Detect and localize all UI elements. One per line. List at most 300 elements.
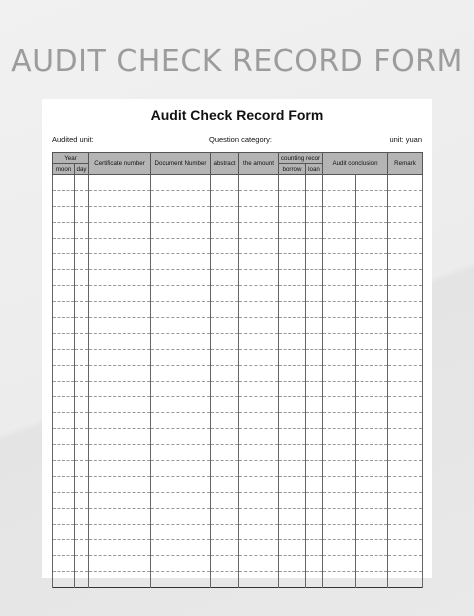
- table-row: [53, 318, 423, 334]
- table-cell[interactable]: [388, 556, 423, 572]
- table-cell[interactable]: [89, 413, 151, 429]
- table-cell[interactable]: [356, 349, 388, 365]
- table-cell[interactable]: [323, 540, 356, 556]
- table-cell[interactable]: [306, 540, 323, 556]
- table-cell[interactable]: [279, 461, 306, 477]
- table-cell[interactable]: [388, 270, 423, 286]
- table-cell[interactable]: [211, 206, 239, 222]
- table-cell[interactable]: [211, 524, 239, 540]
- table-cell[interactable]: [306, 333, 323, 349]
- table-row: [53, 492, 423, 508]
- table-cell[interactable]: [239, 254, 279, 270]
- table-cell[interactable]: [306, 492, 323, 508]
- table-cell[interactable]: [89, 461, 151, 477]
- table-cell[interactable]: [279, 349, 306, 365]
- table-cell[interactable]: [239, 349, 279, 365]
- table-cell[interactable]: [323, 175, 356, 191]
- table-cell[interactable]: [279, 286, 306, 302]
- table-cell[interactable]: [211, 461, 239, 477]
- table-cell[interactable]: [279, 381, 306, 397]
- table-cell[interactable]: [53, 333, 75, 349]
- table-cell[interactable]: [151, 349, 211, 365]
- table-cell[interactable]: [151, 524, 211, 540]
- table-cell[interactable]: [388, 492, 423, 508]
- table-cell[interactable]: [211, 381, 239, 397]
- table-cell[interactable]: [53, 397, 75, 413]
- table-cell[interactable]: [279, 397, 306, 413]
- table-cell[interactable]: [356, 254, 388, 270]
- table-cell[interactable]: [211, 397, 239, 413]
- table-cell[interactable]: [211, 540, 239, 556]
- table-cell[interactable]: [75, 206, 89, 222]
- table-cell[interactable]: [89, 254, 151, 270]
- table-cell[interactable]: [388, 508, 423, 524]
- table-cell[interactable]: [306, 572, 323, 588]
- table-cell[interactable]: [75, 572, 89, 588]
- table-cell[interactable]: [323, 365, 356, 381]
- table-cell[interactable]: [323, 286, 356, 302]
- table-cell[interactable]: [53, 238, 75, 254]
- table-cell[interactable]: [356, 333, 388, 349]
- table-cell[interactable]: [356, 318, 388, 334]
- table-cell[interactable]: [279, 540, 306, 556]
- table-cell[interactable]: [306, 286, 323, 302]
- table-cell[interactable]: [75, 270, 89, 286]
- table-cell[interactable]: [388, 302, 423, 318]
- table-cell[interactable]: [239, 270, 279, 286]
- table-cell[interactable]: [388, 190, 423, 206]
- table-cell[interactable]: [151, 270, 211, 286]
- table-cell[interactable]: [356, 429, 388, 445]
- table-cell[interactable]: [151, 492, 211, 508]
- table-cell[interactable]: [53, 270, 75, 286]
- table-cell[interactable]: [306, 365, 323, 381]
- table-cell[interactable]: [306, 302, 323, 318]
- table-cell[interactable]: [75, 381, 89, 397]
- table-cell[interactable]: [211, 365, 239, 381]
- table-cell[interactable]: [89, 476, 151, 492]
- table-cell[interactable]: [89, 445, 151, 461]
- table-cell[interactable]: [279, 270, 306, 286]
- table-cell[interactable]: [388, 238, 423, 254]
- table-cell[interactable]: [53, 524, 75, 540]
- table-cell[interactable]: [211, 333, 239, 349]
- table-cell[interactable]: [239, 302, 279, 318]
- table-cell[interactable]: [388, 318, 423, 334]
- table-cell[interactable]: [388, 572, 423, 588]
- table-cell[interactable]: [151, 476, 211, 492]
- header-counting-record: counting recor: [279, 153, 323, 164]
- table-cell[interactable]: [53, 190, 75, 206]
- table-cell[interactable]: [75, 286, 89, 302]
- table-cell[interactable]: [75, 333, 89, 349]
- table-cell[interactable]: [75, 254, 89, 270]
- table-cell[interactable]: [211, 556, 239, 572]
- table-cell[interactable]: [239, 508, 279, 524]
- table-cell[interactable]: [279, 365, 306, 381]
- table-cell[interactable]: [75, 540, 89, 556]
- table-cell[interactable]: [53, 254, 75, 270]
- table-cell[interactable]: [306, 175, 323, 191]
- table-cell[interactable]: [279, 492, 306, 508]
- table-cell[interactable]: [279, 175, 306, 191]
- table-cell[interactable]: [151, 556, 211, 572]
- table-cell[interactable]: [53, 492, 75, 508]
- table-cell[interactable]: [53, 413, 75, 429]
- table-cell[interactable]: [239, 318, 279, 334]
- table-cell[interactable]: [75, 445, 89, 461]
- table-cell[interactable]: [323, 476, 356, 492]
- table-cell[interactable]: [89, 508, 151, 524]
- table-cell[interactable]: [323, 508, 356, 524]
- table-cell[interactable]: [211, 175, 239, 191]
- table-cell[interactable]: [356, 175, 388, 191]
- question-category-label: Question category:: [209, 135, 272, 144]
- table-cell[interactable]: [75, 318, 89, 334]
- table-cell[interactable]: [89, 540, 151, 556]
- table-cell[interactable]: [239, 413, 279, 429]
- table-cell[interactable]: [356, 461, 388, 477]
- table-cell[interactable]: [75, 508, 89, 524]
- table-cell[interactable]: [388, 461, 423, 477]
- table-cell[interactable]: [323, 206, 356, 222]
- table-cell[interactable]: [323, 429, 356, 445]
- table-cell[interactable]: [53, 572, 75, 588]
- table-cell[interactable]: [306, 238, 323, 254]
- table-cell[interactable]: [323, 397, 356, 413]
- table-cell[interactable]: [306, 476, 323, 492]
- table-cell[interactable]: [151, 286, 211, 302]
- table-cell[interactable]: [306, 222, 323, 238]
- table-cell[interactable]: [388, 333, 423, 349]
- table-cell[interactable]: [75, 413, 89, 429]
- table-cell[interactable]: [356, 365, 388, 381]
- table-cell[interactable]: [151, 508, 211, 524]
- table-cell[interactable]: [211, 270, 239, 286]
- table-cell[interactable]: [211, 318, 239, 334]
- table-cell[interactable]: [306, 413, 323, 429]
- table-cell[interactable]: [388, 476, 423, 492]
- table-cell[interactable]: [239, 365, 279, 381]
- table-cell[interactable]: [75, 365, 89, 381]
- table-cell[interactable]: [53, 365, 75, 381]
- table-cell[interactable]: [279, 429, 306, 445]
- table-cell[interactable]: [356, 397, 388, 413]
- table-cell[interactable]: [279, 238, 306, 254]
- table-cell[interactable]: [89, 175, 151, 191]
- table-cell[interactable]: [75, 222, 89, 238]
- table-cell[interactable]: [53, 381, 75, 397]
- header-document-number: Document Number: [151, 153, 211, 175]
- table-cell[interactable]: [356, 445, 388, 461]
- table-cell[interactable]: [53, 175, 75, 191]
- table-cell[interactable]: [239, 206, 279, 222]
- table-cell[interactable]: [306, 556, 323, 572]
- table-cell[interactable]: [151, 445, 211, 461]
- table-cell[interactable]: [151, 365, 211, 381]
- table-cell[interactable]: [323, 333, 356, 349]
- table-cell[interactable]: [356, 476, 388, 492]
- table-cell[interactable]: [356, 270, 388, 286]
- table-cell[interactable]: [89, 286, 151, 302]
- table-cell[interactable]: [239, 556, 279, 572]
- table-cell[interactable]: [306, 397, 323, 413]
- table-cell[interactable]: [239, 429, 279, 445]
- table-cell[interactable]: [89, 302, 151, 318]
- table-cell[interactable]: [211, 302, 239, 318]
- table-cell[interactable]: [53, 206, 75, 222]
- table-cell[interactable]: [53, 318, 75, 334]
- table-cell[interactable]: [151, 222, 211, 238]
- table-cell[interactable]: [75, 461, 89, 477]
- table-cell[interactable]: [75, 397, 89, 413]
- table-cell[interactable]: [279, 445, 306, 461]
- table-cell[interactable]: [306, 190, 323, 206]
- table-row: [53, 254, 423, 270]
- table-cell[interactable]: [323, 381, 356, 397]
- table-cell[interactable]: [151, 381, 211, 397]
- table-cell[interactable]: [75, 302, 89, 318]
- table-cell[interactable]: [75, 476, 89, 492]
- table-row: [53, 302, 423, 318]
- table-cell[interactable]: [151, 413, 211, 429]
- table-cell[interactable]: [75, 175, 89, 191]
- table-cell[interactable]: [53, 222, 75, 238]
- table-cell[interactable]: [239, 476, 279, 492]
- table-cell[interactable]: [279, 476, 306, 492]
- table-cell[interactable]: [53, 476, 75, 492]
- table-cell[interactable]: [151, 397, 211, 413]
- audit-record-table: [52, 152, 423, 588]
- table-cell[interactable]: [151, 461, 211, 477]
- table-cell[interactable]: [89, 365, 151, 381]
- table-cell[interactable]: [89, 429, 151, 445]
- table-cell[interactable]: [211, 413, 239, 429]
- table-cell[interactable]: [356, 508, 388, 524]
- table-cell[interactable]: [279, 508, 306, 524]
- table-cell[interactable]: [239, 524, 279, 540]
- table-cell[interactable]: [239, 540, 279, 556]
- table-cell[interactable]: [53, 349, 75, 365]
- table-cell[interactable]: [211, 492, 239, 508]
- table-cell[interactable]: [89, 318, 151, 334]
- table-cell[interactable]: [89, 270, 151, 286]
- table-cell[interactable]: [323, 492, 356, 508]
- table-cell[interactable]: [356, 540, 388, 556]
- table-cell[interactable]: [306, 270, 323, 286]
- table-cell[interactable]: [388, 524, 423, 540]
- table-cell[interactable]: [388, 349, 423, 365]
- table-cell[interactable]: [75, 238, 89, 254]
- table-cell[interactable]: [356, 302, 388, 318]
- table-cell[interactable]: [53, 286, 75, 302]
- table-cell[interactable]: [53, 445, 75, 461]
- table-cell[interactable]: [211, 190, 239, 206]
- table-cell[interactable]: [53, 556, 75, 572]
- table-cell[interactable]: [239, 175, 279, 191]
- table-cell[interactable]: [388, 206, 423, 222]
- table-cell[interactable]: [388, 175, 423, 191]
- table-cell[interactable]: [89, 556, 151, 572]
- table-cell[interactable]: [388, 397, 423, 413]
- table-cell[interactable]: [151, 333, 211, 349]
- table-cell[interactable]: [211, 238, 239, 254]
- table-cell[interactable]: [239, 286, 279, 302]
- table-cell[interactable]: [388, 413, 423, 429]
- table-cell[interactable]: [279, 302, 306, 318]
- table-cell[interactable]: [279, 318, 306, 334]
- table-row: [53, 175, 423, 191]
- table-cell[interactable]: [239, 397, 279, 413]
- table-cell[interactable]: [323, 190, 356, 206]
- table-cell[interactable]: [356, 556, 388, 572]
- table-cell[interactable]: [356, 572, 388, 588]
- table-cell[interactable]: [53, 302, 75, 318]
- table-cell[interactable]: [211, 286, 239, 302]
- table-cell[interactable]: [356, 190, 388, 206]
- table-cell[interactable]: [53, 508, 75, 524]
- table-cell[interactable]: [323, 238, 356, 254]
- audited-unit-label: Audited unit:: [52, 135, 94, 144]
- table-cell[interactable]: [388, 540, 423, 556]
- table-cell[interactable]: [356, 206, 388, 222]
- table-cell[interactable]: [306, 349, 323, 365]
- table-cell[interactable]: [239, 572, 279, 588]
- table-cell[interactable]: [323, 572, 356, 588]
- table-cell[interactable]: [75, 349, 89, 365]
- table-cell[interactable]: [211, 445, 239, 461]
- table-cell[interactable]: [151, 175, 211, 191]
- table-cell[interactable]: [356, 222, 388, 238]
- table-cell[interactable]: [356, 238, 388, 254]
- table-row: [53, 397, 423, 413]
- header-remark: Remark: [388, 153, 423, 175]
- table-cell[interactable]: [89, 572, 151, 588]
- table-cell[interactable]: [323, 349, 356, 365]
- table-cell[interactable]: [151, 572, 211, 588]
- table-cell[interactable]: [323, 556, 356, 572]
- table-cell[interactable]: [75, 556, 89, 572]
- table-cell[interactable]: [151, 254, 211, 270]
- table-cell[interactable]: [211, 476, 239, 492]
- table-cell[interactable]: [323, 318, 356, 334]
- table-cell[interactable]: [211, 222, 239, 238]
- table-cell[interactable]: [323, 524, 356, 540]
- table-cell[interactable]: [306, 429, 323, 445]
- table-cell[interactable]: [151, 540, 211, 556]
- table-cell[interactable]: [239, 222, 279, 238]
- table-cell[interactable]: [279, 206, 306, 222]
- table-cell[interactable]: [89, 190, 151, 206]
- table-cell[interactable]: [151, 190, 211, 206]
- table-cell[interactable]: [279, 572, 306, 588]
- table-cell[interactable]: [323, 461, 356, 477]
- table-cell[interactable]: [356, 381, 388, 397]
- table-cell[interactable]: [89, 206, 151, 222]
- table-row: [53, 349, 423, 365]
- table-cell[interactable]: [211, 254, 239, 270]
- table-cell[interactable]: [239, 492, 279, 508]
- table-cell[interactable]: [306, 381, 323, 397]
- table-cell[interactable]: [323, 413, 356, 429]
- table-cell[interactable]: [75, 524, 89, 540]
- table-cell[interactable]: [211, 429, 239, 445]
- table-cell[interactable]: [356, 286, 388, 302]
- table-cell[interactable]: [323, 270, 356, 286]
- table-cell[interactable]: [388, 365, 423, 381]
- table-cell[interactable]: [75, 492, 89, 508]
- table-cell[interactable]: [239, 333, 279, 349]
- table-cell[interactable]: [323, 254, 356, 270]
- table-cell[interactable]: [279, 222, 306, 238]
- table-cell[interactable]: [53, 429, 75, 445]
- table-cell[interactable]: [75, 190, 89, 206]
- table-cell[interactable]: [211, 349, 239, 365]
- table-cell[interactable]: [151, 318, 211, 334]
- table-cell[interactable]: [53, 461, 75, 477]
- table-cell[interactable]: [306, 445, 323, 461]
- table-cell[interactable]: [89, 222, 151, 238]
- table-cell[interactable]: [53, 540, 75, 556]
- table-cell[interactable]: [388, 381, 423, 397]
- table-cell[interactable]: [356, 413, 388, 429]
- table-cell[interactable]: [306, 508, 323, 524]
- table-cell[interactable]: [279, 524, 306, 540]
- table-cell[interactable]: [388, 254, 423, 270]
- table-cell[interactable]: [323, 302, 356, 318]
- table-cell[interactable]: [89, 381, 151, 397]
- table-cell[interactable]: [89, 524, 151, 540]
- table-cell[interactable]: [306, 461, 323, 477]
- table-cell[interactable]: [306, 318, 323, 334]
- table-cell[interactable]: [75, 429, 89, 445]
- table-cell[interactable]: [356, 492, 388, 508]
- table-cell[interactable]: [356, 524, 388, 540]
- table-cell[interactable]: [211, 572, 239, 588]
- table-cell[interactable]: [89, 238, 151, 254]
- table-cell[interactable]: [151, 429, 211, 445]
- table-cell[interactable]: [151, 206, 211, 222]
- table-cell[interactable]: [279, 333, 306, 349]
- table-cell[interactable]: [279, 254, 306, 270]
- table-cell[interactable]: [388, 286, 423, 302]
- table-cell[interactable]: [239, 461, 279, 477]
- table-cell[interactable]: [211, 508, 239, 524]
- table-cell[interactable]: [89, 492, 151, 508]
- table-cell[interactable]: [306, 206, 323, 222]
- table-cell[interactable]: [279, 413, 306, 429]
- table-cell[interactable]: [151, 238, 211, 254]
- table-cell[interactable]: [323, 222, 356, 238]
- table-cell[interactable]: [239, 190, 279, 206]
- table-cell[interactable]: [388, 445, 423, 461]
- table-cell[interactable]: [239, 238, 279, 254]
- table-cell[interactable]: [388, 222, 423, 238]
- table-cell[interactable]: [306, 254, 323, 270]
- table-cell[interactable]: [388, 429, 423, 445]
- table-cell[interactable]: [151, 302, 211, 318]
- table-cell[interactable]: [239, 445, 279, 461]
- table-cell[interactable]: [89, 349, 151, 365]
- table-cell[interactable]: [306, 524, 323, 540]
- table-cell[interactable]: [279, 190, 306, 206]
- table-cell[interactable]: [89, 333, 151, 349]
- table-cell[interactable]: [89, 397, 151, 413]
- table-cell[interactable]: [239, 381, 279, 397]
- header-moon: moon: [53, 164, 75, 175]
- table-cell[interactable]: [323, 445, 356, 461]
- table-cell[interactable]: [279, 556, 306, 572]
